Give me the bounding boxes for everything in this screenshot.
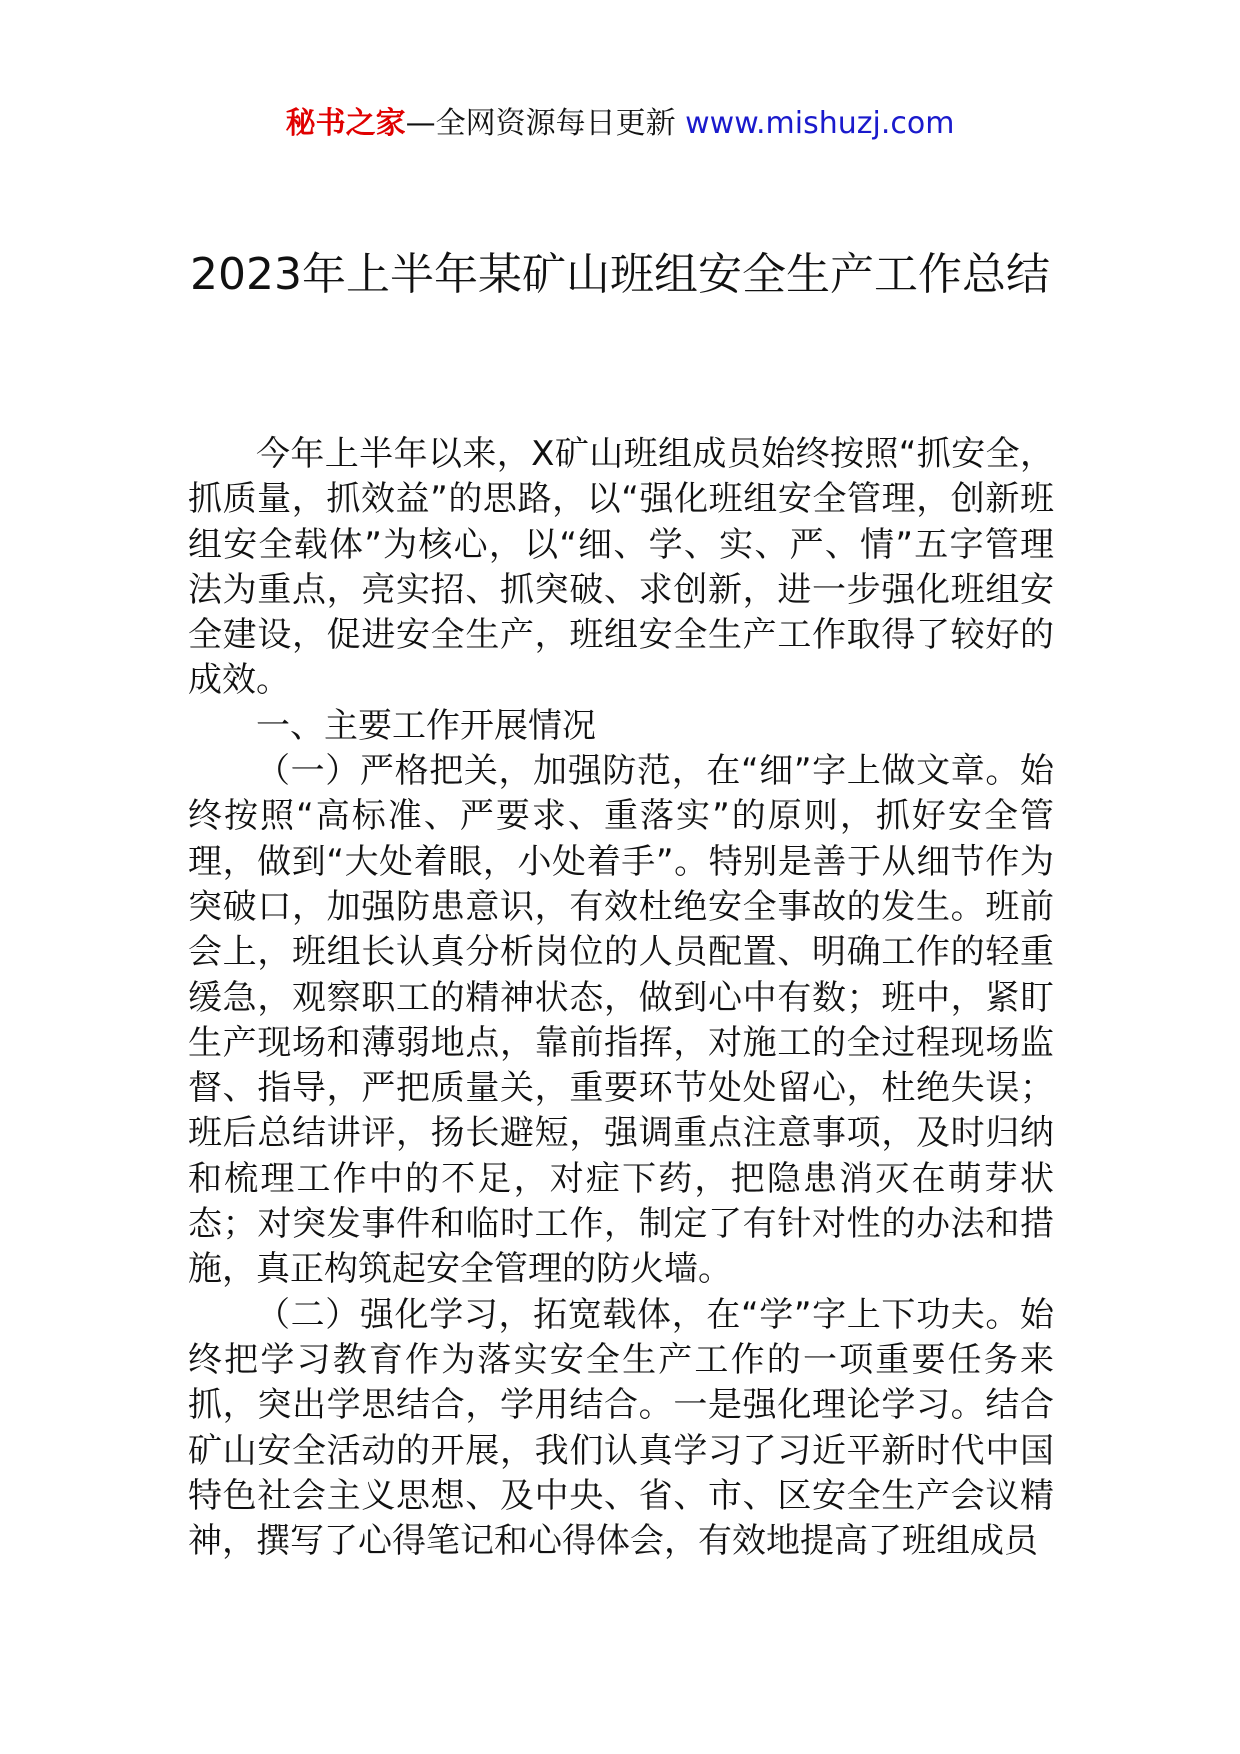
- section-heading: 一、主要工作开展情况: [256, 705, 596, 746]
- site-brand: 秘书之家: [285, 106, 406, 141]
- document-title: 2023年上半年某矿山班组安全生产工作总结: [190, 249, 1050, 300]
- document-body: [188, 432, 1054, 1564]
- body-paragraph: （二）强化学习，拓宽载体，在“学”字上下功夫。始终把学习教育作为落实安全生产工作的一项重要任务来抓，突出学思结合，学用结合。一是强化理论学习。结合矿山安全活动的开展，我们认真学习了习近平新时代中国特色社会主义思想、及中央、省、市、区安全生产会议精神，撰写了心得笔记和心得体会，有效地提高了班组成员: [188, 1294, 1054, 1562]
- intro-paragraph: 今年上半年以来，X矿山班组成员始终按照“抓安全，抓质量，抓效益”的思路，以“强化班组安全管理，创新班组安全载体”为核心，以“细、学、实、严、情”五字管理法为重点，亮实招、抓突破、求创新，进一步强化班组安全建设，促进安全生产，班组安全生产工作取得了较好的成效。: [188, 434, 1054, 701]
- site-header: [0, 100, 1240, 148]
- body-paragraph: （一）严格把关，加强防范，在“细”字上做文章。始终按照“高标准、严要求、重落实”的原则，抓好安全管理，做到“大处着眼，小处着手”。特别是善于从细节作为突破口，加强防患意识，有效杜绝安全事故的发生。班前会上，班组长认真分析岗位的人员配置、明确工作的轻重缓急，观察职工的精神状态，做到心中有数；班中，紧盯生产现场和薄弱地点，靠前指挥，对施工的全过程现场监督、指导，严把质量关，重要环节处处留心，杜绝失误；班后总结讲评，扬长避短，强调重点注意事项，及时归纳和梳理工作中的不足，对症下药，把隐患消灭在萌芽状态；对突发事件和临时工作，制定了有针对性的办法和措施，真正构筑起安全管理的防火墙。: [188, 751, 1054, 1290]
- site-url-link[interactable]: www.mishuzj.com: [685, 106, 955, 141]
- site-slogan: —全网资源每日更新: [405, 106, 676, 141]
